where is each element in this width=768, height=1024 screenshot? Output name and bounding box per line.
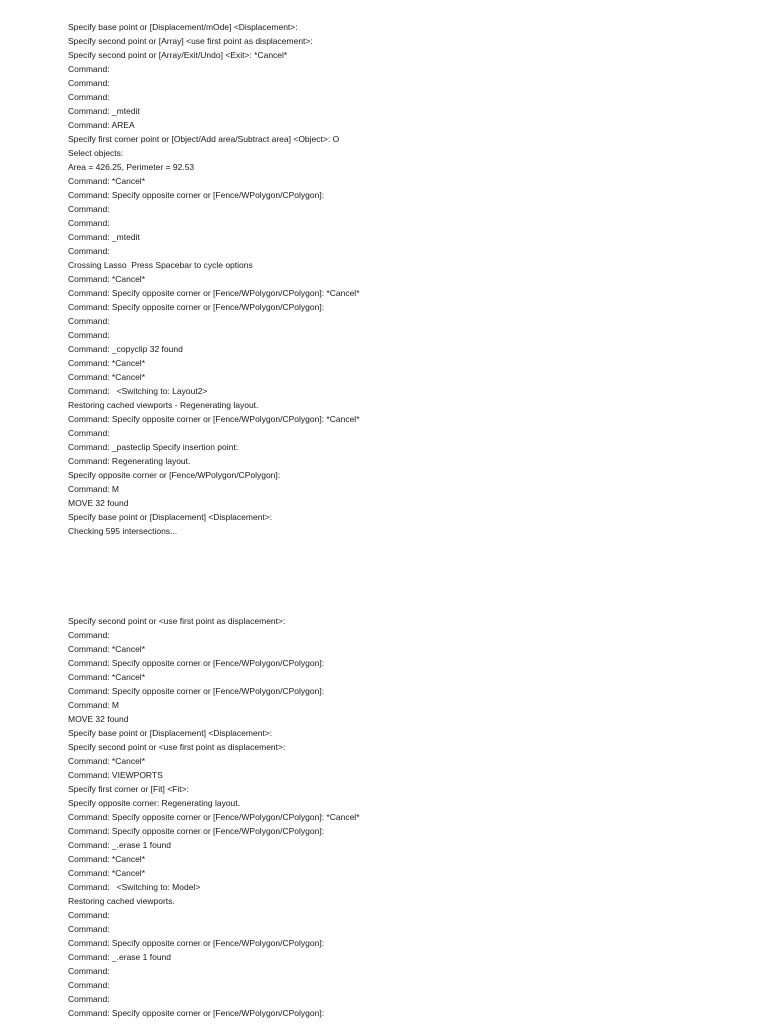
log-line: Command: *Cancel* bbox=[68, 176, 146, 186]
log-line: Command: bbox=[68, 924, 110, 934]
log-line: Restoring cached viewports - Regenerating layout. bbox=[68, 400, 259, 410]
log-line: MOVE 32 found bbox=[68, 714, 129, 724]
log-line: Specify base point or [Displacement] <Displacement>: bbox=[68, 728, 273, 738]
log-line: Command: *Cancel* bbox=[68, 644, 146, 654]
log-line: Command: Specify opposite corner or [Fence/WPolygon/CPolygon]: bbox=[68, 190, 325, 200]
log-line: Specify first corner or [Fit] <Fit>: bbox=[68, 784, 189, 794]
log-line: Command: M bbox=[68, 484, 120, 494]
log-line: Specify base point or [Displacement] <Displacement>: bbox=[68, 512, 273, 522]
log-line: Area = 426.25, Perimeter = 92.53 bbox=[68, 162, 195, 172]
log-line: Specify first corner point or [Object/Add area/Subtract area] <Object>: O bbox=[68, 134, 340, 144]
log-line: Command: Specify opposite corner or [Fence/WPolygon/CPolygon]: bbox=[68, 1008, 325, 1018]
log-line: Command: AREA bbox=[68, 120, 135, 130]
log-line: Command: VIEWPORTS bbox=[68, 770, 163, 780]
log-line: Command: bbox=[68, 204, 110, 214]
log-line: Restoring cached viewports. bbox=[68, 896, 175, 906]
log-line: Command: bbox=[68, 78, 110, 88]
log-line: Command: bbox=[68, 910, 110, 920]
log-line: Command: *Cancel* bbox=[68, 672, 146, 682]
log-line: Command: bbox=[68, 980, 110, 990]
log-line: Checking 595 intersections... bbox=[68, 526, 178, 536]
log-line: Specify base point or [Displacement/mOde] <Displacement>: bbox=[68, 22, 298, 32]
log-line: Command: _copyclip 32 found bbox=[68, 344, 183, 354]
log-line: Command: bbox=[68, 64, 110, 74]
log-line: Command: <Switching to: Model> bbox=[68, 882, 201, 892]
log-line: Command: _pasteclip Specify insertion point: bbox=[68, 442, 239, 452]
log-line: Specify second point or [Array/Exit/Undo] <Exit>: *Cancel* bbox=[68, 50, 288, 60]
command-log-block-1 bbox=[68, 20, 360, 538]
log-line: Command: bbox=[68, 246, 110, 256]
log-line: Command: *Cancel* bbox=[68, 854, 146, 864]
command-log-block-2 bbox=[68, 614, 360, 1020]
log-line: Command: Specify opposite corner or [Fence/WPolygon/CPolygon]: bbox=[68, 938, 325, 948]
log-line: Command: _.erase 1 found bbox=[68, 840, 172, 850]
log-line: Command: M bbox=[68, 700, 120, 710]
log-line: Command: Specify opposite corner or [Fence/WPolygon/CPolygon]: *Cancel* bbox=[68, 414, 360, 424]
log-line: Specify second point or <use first point as displacement>: bbox=[68, 616, 286, 626]
log-line: Command: bbox=[68, 330, 110, 340]
log-line: Command: bbox=[68, 316, 110, 326]
log-line: Command: *Cancel* bbox=[68, 274, 146, 284]
log-line: Specify opposite corner: Regenerating layout. bbox=[68, 798, 240, 808]
log-line: Command: bbox=[68, 966, 110, 976]
log-line: Command: *Cancel* bbox=[68, 868, 146, 878]
log-line: Command: Specify opposite corner or [Fence/WPolygon/CPolygon]: bbox=[68, 302, 325, 312]
log-line: MOVE 32 found bbox=[68, 498, 129, 508]
log-line: Command: Specify opposite corner or [Fence/WPolygon/CPolygon]: *Cancel* bbox=[68, 288, 360, 298]
log-line: Specify opposite corner or [Fence/WPolygon/CPolygon]: bbox=[68, 470, 281, 480]
log-line: Command: *Cancel* bbox=[68, 756, 146, 766]
log-line: Command: Specify opposite corner or [Fence/WPolygon/CPolygon]: *Cancel* bbox=[68, 812, 360, 822]
log-line: Command: bbox=[68, 630, 110, 640]
log-line: Specify second point or <use first point as displacement>: bbox=[68, 742, 286, 752]
log-line: Command: _mtedit bbox=[68, 106, 140, 116]
log-line: Command: _mtedit bbox=[68, 232, 140, 242]
log-line: Crossing Lasso Press Spacebar to cycle options bbox=[68, 260, 253, 270]
log-line: Command: bbox=[68, 218, 110, 228]
log-line: Command: _.erase 1 found bbox=[68, 952, 172, 962]
log-line: Command: *Cancel* bbox=[68, 372, 146, 382]
log-line: Specify second point or [Array] <use first point as displacement>: bbox=[68, 36, 313, 46]
log-line: Command: Regenerating layout. bbox=[68, 456, 191, 466]
log-line: Command: <Switching to: Layout2> bbox=[68, 386, 208, 396]
log-line: Command: bbox=[68, 92, 110, 102]
log-line: Command: Specify opposite corner or [Fence/WPolygon/CPolygon]: bbox=[68, 686, 325, 696]
log-line: Command: *Cancel* bbox=[68, 358, 146, 368]
log-line: Command: bbox=[68, 994, 110, 1004]
log-line: Select objects: bbox=[68, 148, 124, 158]
log-line: Command: bbox=[68, 428, 110, 438]
log-line: Command: Specify opposite corner or [Fence/WPolygon/CPolygon]: bbox=[68, 826, 325, 836]
log-line: Command: Specify opposite corner or [Fence/WPolygon/CPolygon]: bbox=[68, 658, 325, 668]
